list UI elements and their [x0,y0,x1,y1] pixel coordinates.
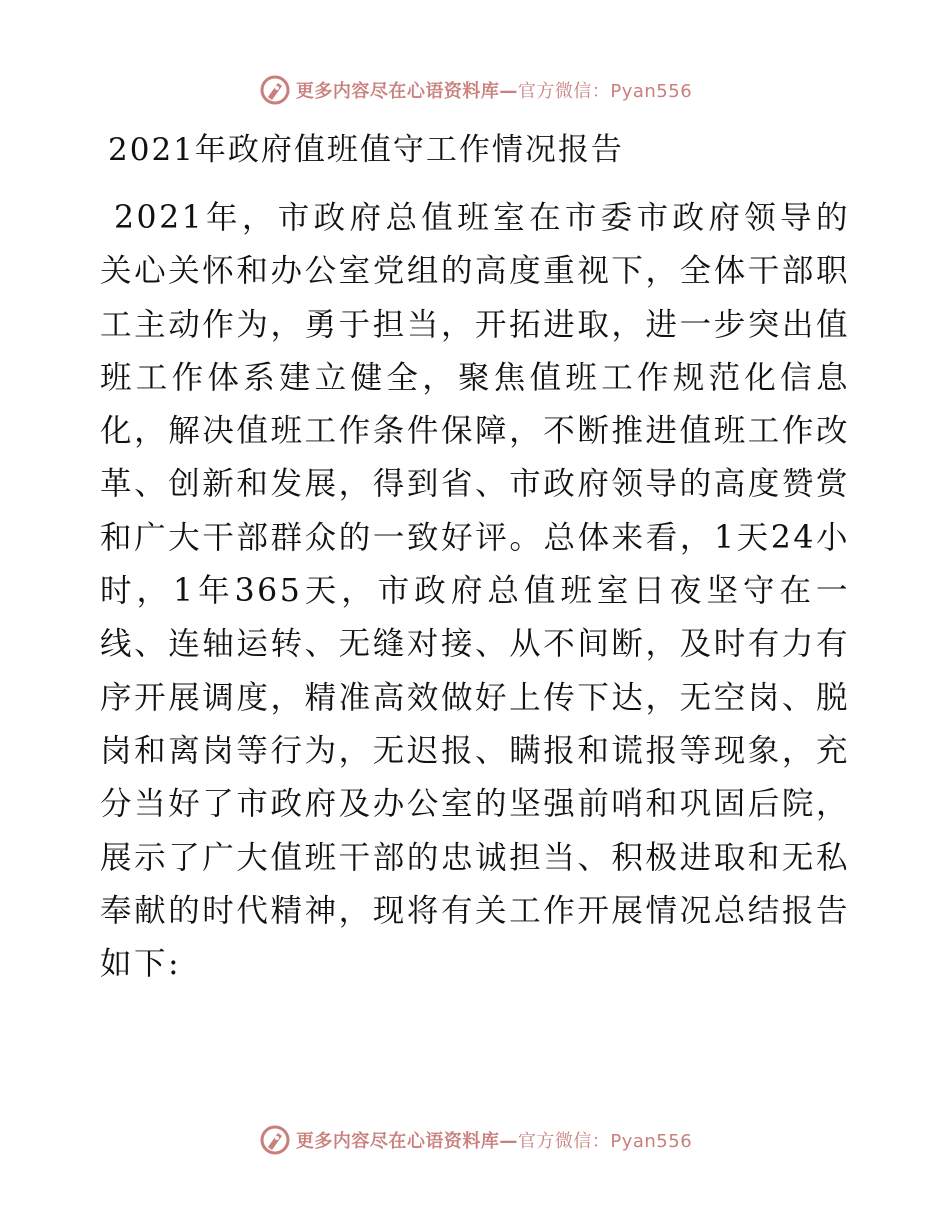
pen-nib-circle-icon [258,1123,292,1157]
footer-wechat-label: 官方微信： [517,1131,611,1152]
footer-watermark-banner [0,1120,950,1160]
pen-nib-circle-icon [258,73,292,107]
header-wechat-id: Pyan556 [610,81,693,102]
footer-watermark-text [296,1127,692,1153]
header-wechat-label: 官方微信： [517,81,611,102]
header-watermark-banner [0,70,950,110]
document-paragraph: 2021年，市政府总值班室在市委市政府领导的关心关怀和办公室党组的高度重视下，全体干部职工主动作为，勇于担当，开拓进取，进一步突出值班工作体系建立健全，聚焦值班工作规范化信息化，解决值班工作条件保障，不断推进值班工作改革、创新和发展，得到省、市政府领导的高度赞赏和广大干部群众的一致好评。总体来看，1天24小时，1年365天，市政府总值班室日夜坚守在一线、连轴运转、无缝对接、从不间断，及时有力有序开展调度，精准高效做好上传下达，无空岗、脱岗和离岗等行为，无迟报、瞒报和谎报等现象，充分当好了市政府及办公室的坚强前哨和巩固后院，展示了广大值班干部的忠诚担当、积极进取和无私奉献的时代精神，现将有关工作开展情况总结报告如下: [100,200,850,983]
footer-wechat-id: Pyan556 [610,1131,693,1152]
header-watermark-text [296,77,692,103]
document-title: 2021年政府值班值守工作情况报告 [108,132,624,168]
header-separator: — [499,81,518,102]
footer-site-text: 更多内容尽在心语资料库 [295,1131,500,1152]
footer-separator: — [499,1131,518,1152]
header-site-text: 更多内容尽在心语资料库 [295,81,500,102]
